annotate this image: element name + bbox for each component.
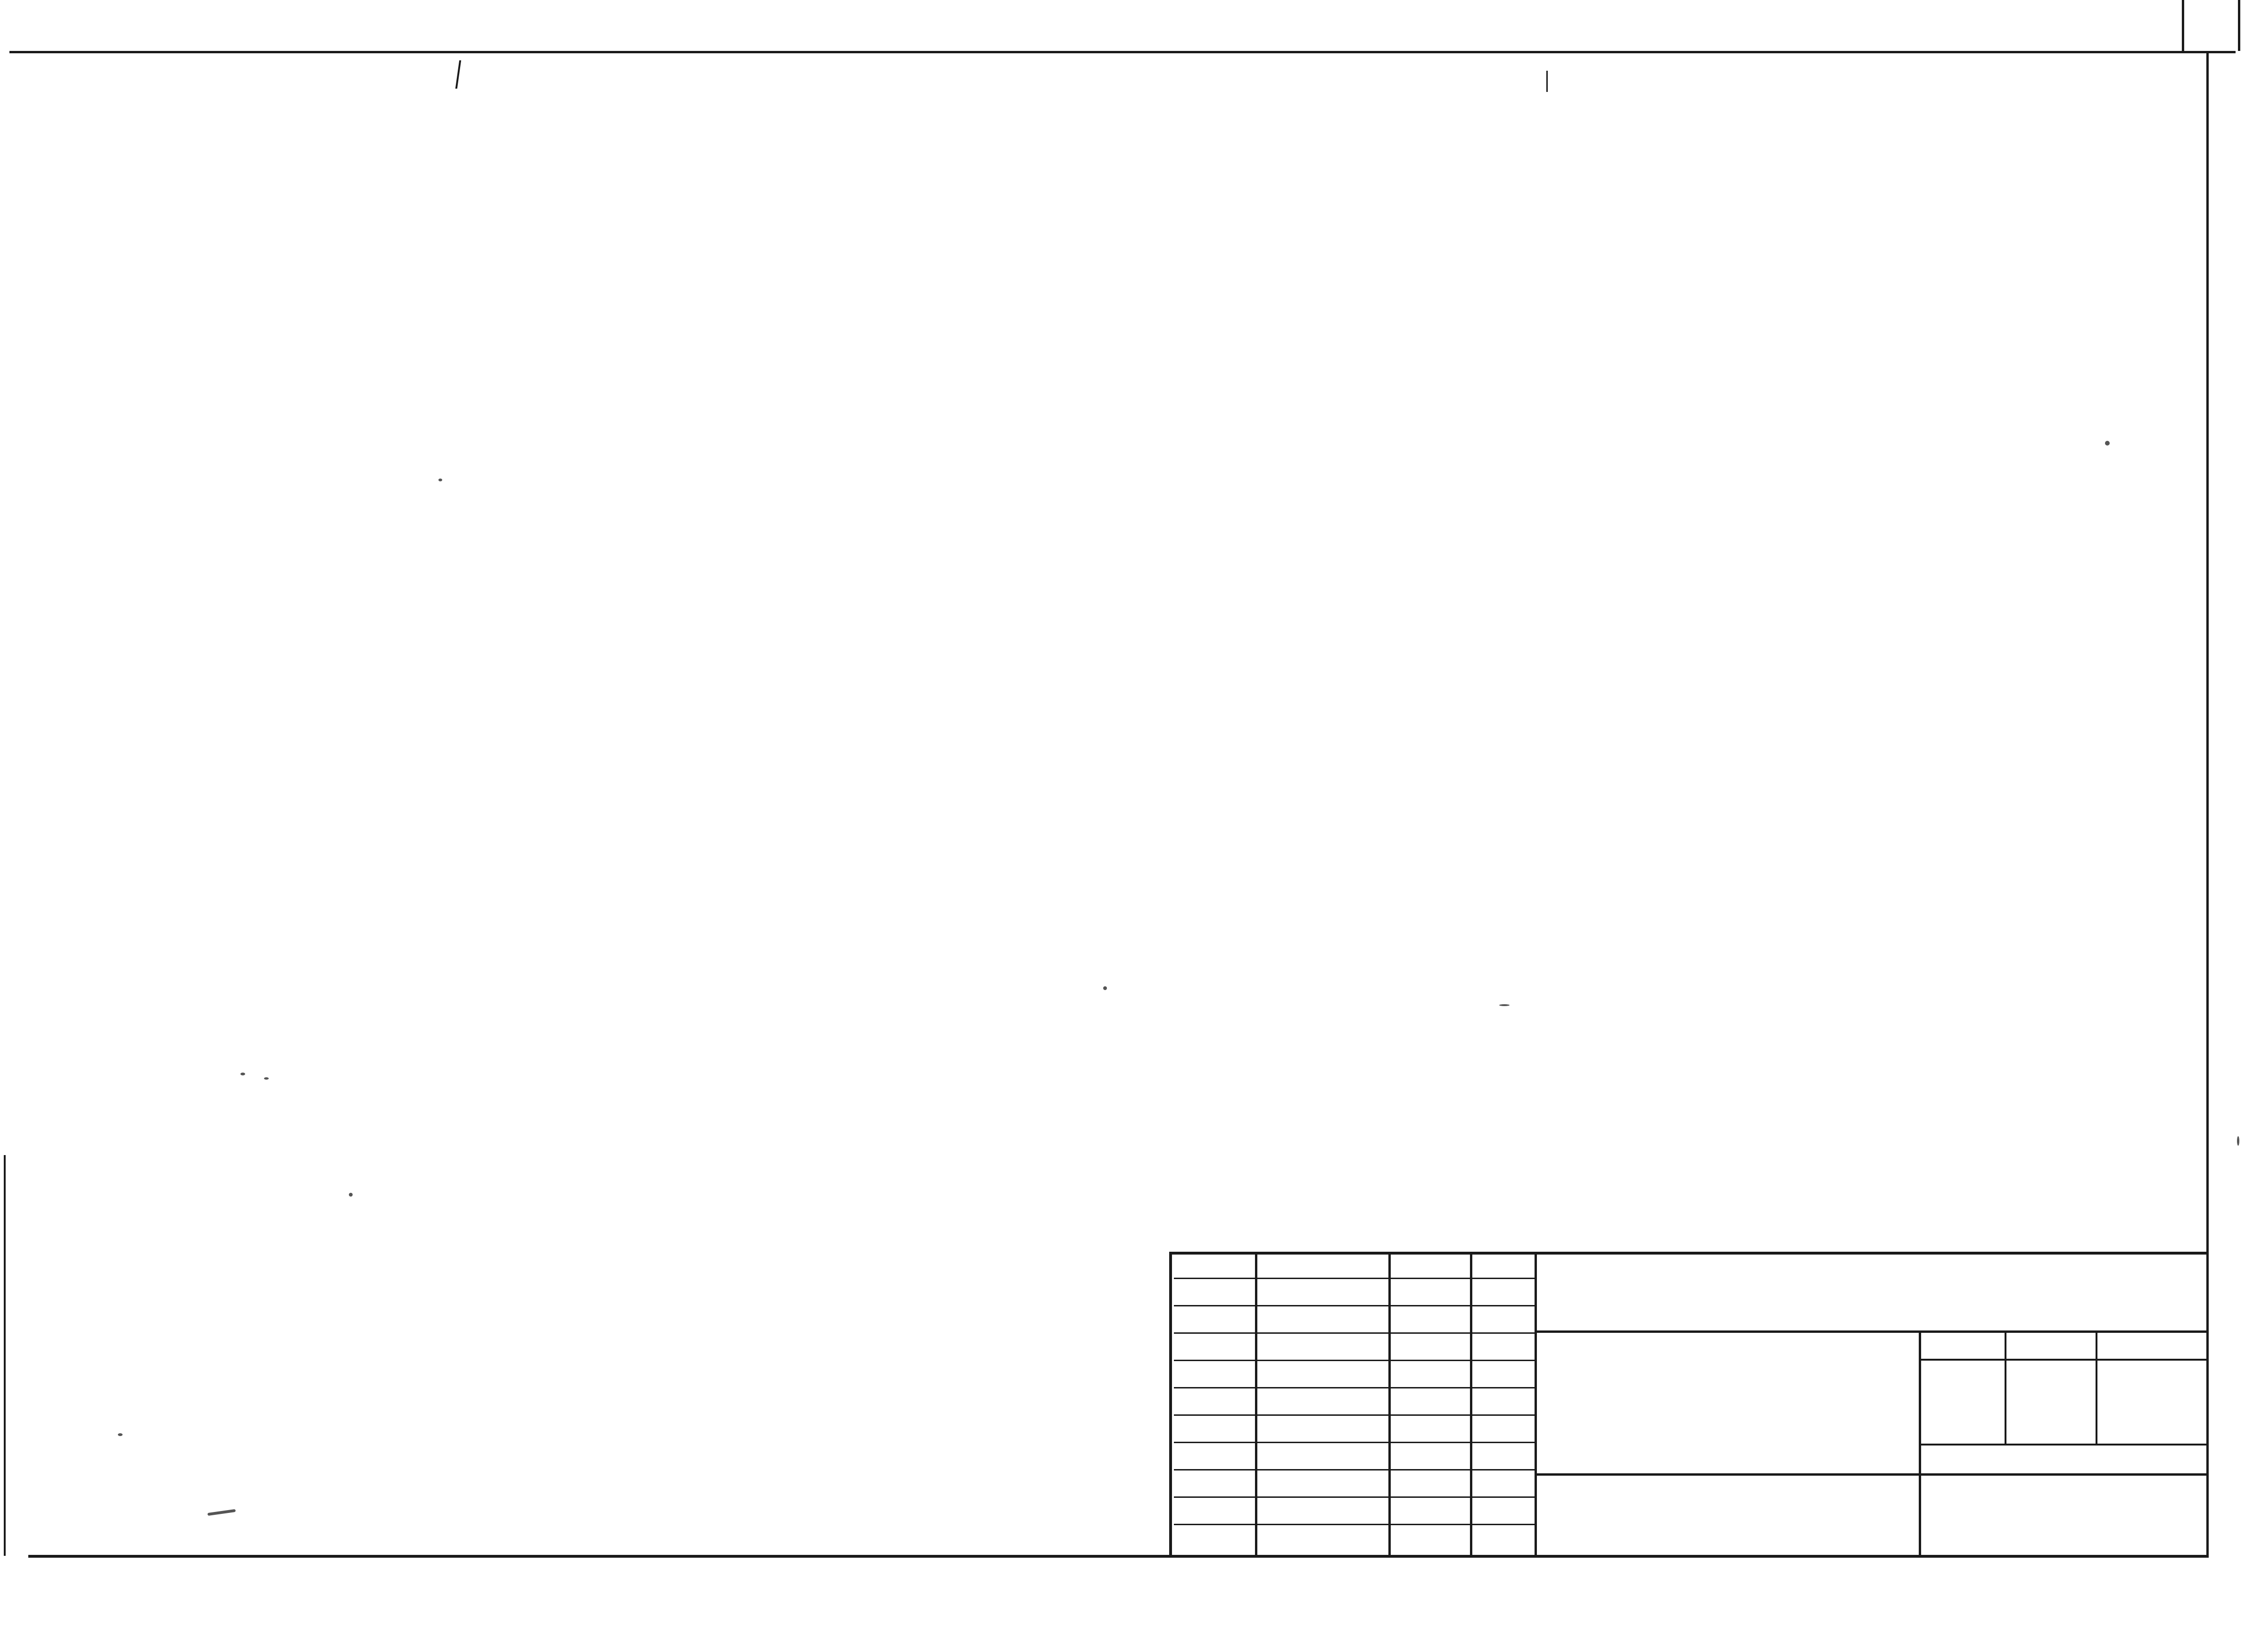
- scan-speck: [438, 479, 442, 481]
- list-item: [438, 377, 495, 413]
- list-item-continuation: [438, 413, 495, 448]
- list-item-continuation: [438, 448, 495, 483]
- list-item: [438, 271, 495, 306]
- list-item-continuation: [438, 801, 495, 837]
- list-item-continuation: [438, 554, 495, 589]
- stage-header-bottom: [1919, 1359, 2209, 1361]
- page-ref: [1452, 94, 1556, 130]
- top-frame-line: [9, 51, 2236, 53]
- scan-speck: [264, 1077, 269, 1080]
- stage-column-right: [2005, 1330, 2006, 1444]
- list-item: [438, 130, 495, 165]
- page-ref: [1499, 943, 1556, 978]
- list-item: [438, 837, 495, 872]
- scan-speck: [2237, 1136, 2239, 1146]
- scan-speck: [118, 1433, 123, 1436]
- grid-row-line: [1174, 1414, 1535, 1416]
- list-item-continuation: [438, 872, 495, 908]
- mass-column-right: [2096, 1330, 2097, 1444]
- grid-row-line: [1174, 1442, 1535, 1443]
- list-item: [438, 165, 495, 200]
- page-ref: [1499, 1084, 1556, 1120]
- page-ref: [1499, 271, 1556, 306]
- scan-speck: [349, 1193, 353, 1197]
- grid-row-line: [1174, 1469, 1535, 1470]
- page-ref: [1499, 306, 1556, 342]
- tick-mark: [1546, 71, 1548, 92]
- bottom-frame-line: [28, 1555, 2209, 1558]
- title-block-left-line: [1169, 1252, 1172, 1555]
- title-block-divider: [1537, 1473, 2209, 1476]
- list-item: [438, 908, 495, 943]
- list-item: [438, 94, 495, 130]
- title-block-top-line: [1169, 1252, 2209, 1255]
- list-item: [438, 306, 495, 342]
- page-ref: [1499, 1014, 1556, 1049]
- page-ref: [1499, 342, 1556, 377]
- sheet-row-top: [1919, 1444, 2209, 1446]
- page-ref: [1499, 1120, 1556, 1155]
- grid-row-line: [1174, 1360, 1535, 1361]
- page-ref: [1499, 483, 1556, 519]
- list-item: [438, 1155, 495, 1190]
- page-ref: [1499, 978, 1556, 1014]
- list-item: [438, 978, 495, 1014]
- page-ref: [1499, 1049, 1556, 1084]
- grid-column-line: [1535, 1252, 1537, 1555]
- grid-row-line: [1174, 1305, 1535, 1306]
- grid-row-line: [1174, 1278, 1535, 1279]
- list-item: [438, 1014, 495, 1049]
- page-ref: [1499, 130, 1556, 165]
- page-ref: [1499, 908, 1556, 943]
- sheet-corner-number: [2182, 0, 2240, 51]
- page-ref: [1499, 872, 1556, 908]
- title-block-divider: [1919, 1330, 1921, 1555]
- grid-row-line: [1174, 1332, 1535, 1334]
- page-ref: [1499, 165, 1556, 200]
- page-ref: [1499, 200, 1556, 236]
- grid-row-line: [1174, 1524, 1535, 1525]
- scan-speck: [240, 1073, 245, 1075]
- list-item-continuation: [438, 589, 495, 625]
- grid-column-line: [1388, 1252, 1391, 1555]
- list-item: [438, 1049, 495, 1084]
- scan-speck: [2105, 441, 2110, 446]
- page-ref: [1499, 801, 1556, 837]
- grid-row-line: [1174, 1387, 1535, 1388]
- list-item: [438, 1084, 495, 1120]
- list-item: [438, 519, 495, 554]
- grid-column-line: [1255, 1252, 1257, 1555]
- scan-speck: [1103, 986, 1107, 990]
- list-item: [438, 1120, 495, 1155]
- list-item-continuation: [438, 483, 495, 519]
- right-frame-line: [2206, 51, 2209, 1555]
- list-item: [438, 695, 495, 731]
- grid-column-line: [1470, 1252, 1472, 1555]
- organization-name: [2013, 1498, 2107, 1519]
- page-ref: [1509, 1155, 1565, 1190]
- page-ref: [1499, 731, 1556, 766]
- page-ref: [1499, 589, 1556, 625]
- list-item: [438, 943, 495, 978]
- list-item: [438, 200, 495, 236]
- left-frame-line: [4, 1155, 6, 1556]
- page-ref: [1499, 660, 1556, 695]
- list-item-continuation: [438, 660, 495, 695]
- list-item: [438, 236, 495, 271]
- list-item: [438, 766, 495, 801]
- scan-speck: [207, 1509, 236, 1516]
- page-ref: [1499, 236, 1556, 271]
- title-block-divider: [1537, 1330, 2209, 1333]
- tick-mark: [455, 60, 461, 89]
- list-item: [438, 342, 495, 377]
- grid-row-line: [1174, 1496, 1535, 1498]
- list-item-continuation: [438, 731, 495, 766]
- list-item: [438, 625, 495, 660]
- scan-speck: [1499, 1004, 1510, 1006]
